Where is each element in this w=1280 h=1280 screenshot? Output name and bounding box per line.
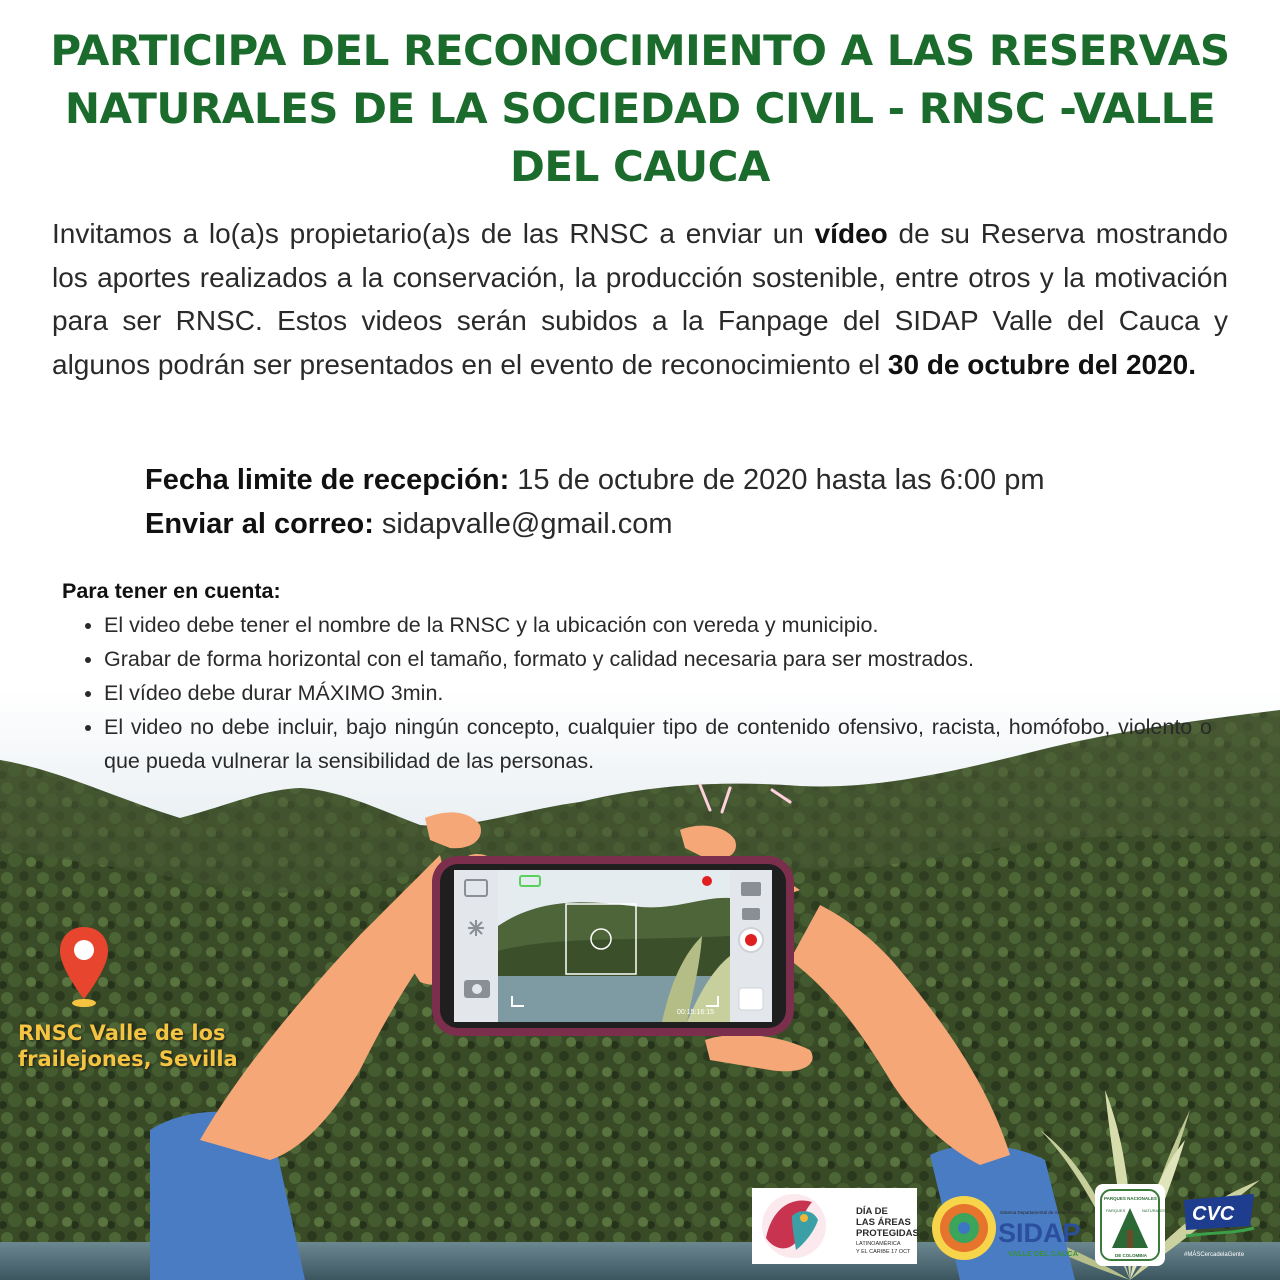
intro-bold-date: 30 de octubre del 2020. <box>887 348 1197 380</box>
sidap-name: SIDAP <box>998 1218 1081 1248</box>
flash-icon <box>468 920 484 936</box>
sidap-logo <box>932 1196 1090 1260</box>
location-line-1: RNSC Valle de los <box>18 1021 226 1045</box>
dia-line-2: LAS ÁREAS <box>856 1217 911 1228</box>
list-item: • El video no debe incluir, bajo ningún concepto, cualquier tipo de contenido ofensivo, racista, homófobo, violento o que pueda vulnerar la sensibilidad de las personas. <box>104 710 1212 778</box>
phone-screen <box>432 856 794 1036</box>
list-item: • El video debe tener el nombre de la RNSC y la ubicación con vereda y municipio. <box>104 608 1212 642</box>
dia-areas-protegidas-logo <box>752 1188 919 1264</box>
dia-line-4: LATINOAMÉRICA <box>856 1241 901 1247</box>
partner-logos <box>752 1178 1257 1270</box>
email-label: Enviar al correo: <box>145 508 374 540</box>
camera-icon-left <box>464 980 490 998</box>
intro-text-2: de su Reserva mostrando los aportes realizados a la conservación, la producción sostenible, entre otros y la motivación para ser RNSC. Estos videos serán subidos a la Fanpage del SIDAP Valle del Cauca y algunos podrán ser presentados en el evento de reconocimiento el <box>52 218 1228 380</box>
cvc-logo <box>1180 1192 1256 1264</box>
record-dot-icon <box>702 876 712 886</box>
sidap-small: Sistema Departamental de Áreas Protegidas <box>1000 1210 1090 1215</box>
email-value: sidapvalle@gmail.com <box>373 508 673 540</box>
location-line-2: frailejones, Sevilla <box>18 1047 238 1071</box>
title-line-2: NATURALES DE LA SOCIEDAD CIVIL - RNSC -VALLE <box>64 84 1216 133</box>
location-label <box>18 1020 238 1072</box>
dia-line-1: DÍA DE <box>856 1206 888 1217</box>
title-line-1: PARTICIPA DEL RECONOCIMIENTO A LAS RESERVAS <box>50 26 1230 75</box>
intro-paragraph <box>52 212 1228 386</box>
video-icon <box>742 908 760 920</box>
dia-line-3: PROTEGIDAS <box>856 1228 919 1239</box>
email-line <box>145 502 1045 546</box>
list-item: • Grabar de forma horizontal con el tamaño, formato y calidad necesaria para ser mostrados. <box>104 642 1212 676</box>
intro-bold-video: vídeo <box>814 218 888 249</box>
dia-line-5: Y EL CARIBE 17 OCT <box>856 1249 911 1255</box>
notes-title: Para tener en cuenta: <box>62 579 281 603</box>
sidap-sub: VALLE DEL CAUCA <box>1008 1249 1079 1258</box>
notes-block <box>62 574 1212 778</box>
cvc-name: CVC <box>1192 1203 1235 1225</box>
deadline-line <box>145 458 1045 502</box>
list-item: • El vídeo debe durar MÁXIMO 3min. <box>104 676 1212 710</box>
phone-timestamp: 00:15:16:15 <box>677 1009 714 1016</box>
title-line-3: DEL CAUCA <box>510 142 770 191</box>
intro-text-1: Invitamos a lo(a)s propietario(a)s de las RNSC a enviar un <box>52 218 815 249</box>
parques-nacionales-logo <box>1095 1184 1166 1266</box>
deadline-label: Fecha limite de recepción: <box>145 464 510 496</box>
camera-icon <box>741 882 761 896</box>
notes-list <box>62 608 1212 778</box>
pnn-left: PARQUES <box>1106 1208 1126 1213</box>
deadline-value: 15 de octubre de 2020 hasta las 6:00 pm <box>509 464 1045 496</box>
cvc-tag: #MÁSCercadelaGente <box>1184 1252 1245 1258</box>
pnn-right: NATURALES <box>1142 1208 1166 1213</box>
pnn-bottom: DE COLOMBIA <box>1115 1253 1147 1258</box>
pnn-top: PARQUES NACIONALES <box>1104 1196 1157 1201</box>
map-pin-icon <box>58 925 110 1009</box>
deadline-block <box>145 458 1045 546</box>
page-title <box>20 22 1260 196</box>
